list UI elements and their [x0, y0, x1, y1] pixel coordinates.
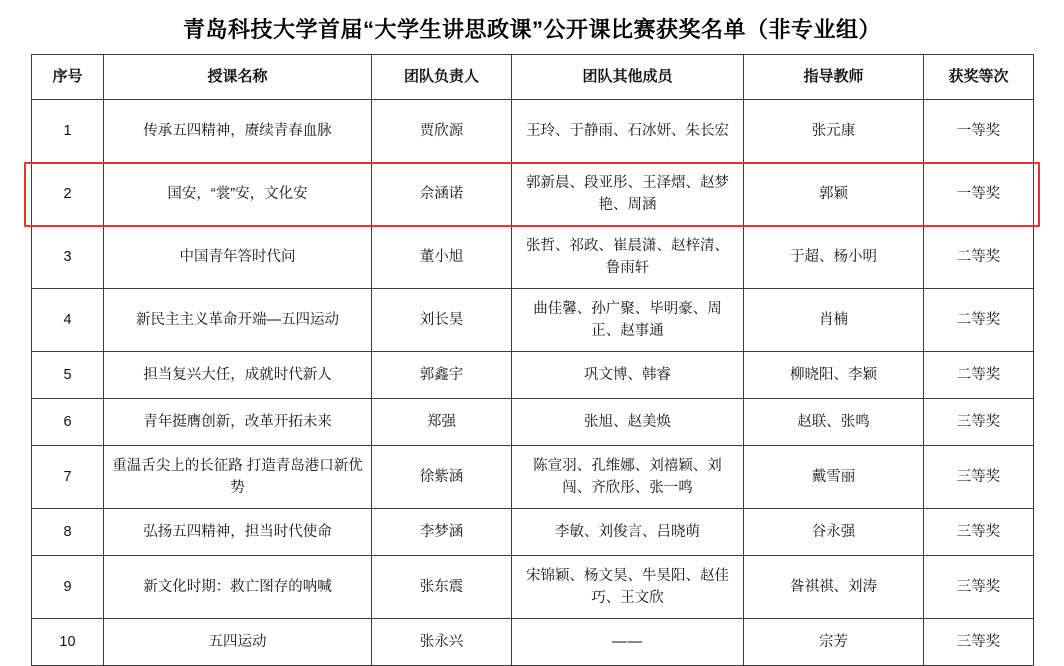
cell-members: 郭新晨、段亚彤、王泽熠、赵梦艳、周涵 [512, 163, 744, 226]
column-header-index: 序号 [32, 55, 104, 100]
cell-award: 二等奖 [924, 289, 1034, 352]
table-body [32, 100, 1034, 666]
table-header-row [32, 55, 1034, 100]
cell-index: 9 [32, 556, 104, 619]
column-header-teacher: 指导教师 [744, 55, 924, 100]
cell-index: 1 [32, 100, 104, 163]
cell-members: 李敏、刘俊言、吕晓萌 [512, 509, 744, 556]
cell-leader: 张东震 [372, 556, 512, 619]
cell-teacher: 赵联、张鸣 [744, 399, 924, 446]
table-row [32, 226, 1034, 289]
table-row [32, 289, 1034, 352]
cell-course: 传承五四精神，赓续青春血脉 [104, 100, 372, 163]
cell-leader: 贾欣源 [372, 100, 512, 163]
cell-teacher: 郭颖 [744, 163, 924, 226]
table-row [32, 446, 1034, 509]
cell-members: 陈宣羽、孔维娜、刘禧颖、刘闯、齐欣彤、张一鸣 [512, 446, 744, 509]
cell-index: 5 [32, 352, 104, 399]
cell-leader: 李梦涵 [372, 509, 512, 556]
cell-index: 7 [32, 446, 104, 509]
cell-index: 8 [32, 509, 104, 556]
table-row [32, 163, 1034, 226]
cell-members: 巩文博、韩睿 [512, 352, 744, 399]
cell-award: 一等奖 [924, 100, 1034, 163]
cell-members: 王玲、于静雨、石冰妍、朱长宏 [512, 100, 744, 163]
cell-award: 一等奖 [924, 163, 1034, 226]
table-row [32, 352, 1034, 399]
cell-teacher: 于超、杨小明 [744, 226, 924, 289]
cell-leader: 郑强 [372, 399, 512, 446]
table-row [32, 556, 1034, 619]
cell-members: 曲佳馨、孙广聚、毕明豪、周正、赵事通 [512, 289, 744, 352]
cell-course: 中国青年答时代问 [104, 226, 372, 289]
cell-leader: 佘涵诺 [372, 163, 512, 226]
cell-award: 三等奖 [924, 619, 1034, 666]
cell-course: 弘扬五四精神，担当时代使命 [104, 509, 372, 556]
award-table [31, 54, 1034, 666]
cell-course: 担当复兴大任，成就时代新人 [104, 352, 372, 399]
cell-index: 2 [32, 163, 104, 226]
cell-index: 4 [32, 289, 104, 352]
award-table-container [31, 54, 1033, 666]
cell-index: 6 [32, 399, 104, 446]
cell-leader: 郭鑫宇 [372, 352, 512, 399]
table-row [32, 509, 1034, 556]
cell-award: 二等奖 [924, 352, 1034, 399]
cell-award: 三等奖 [924, 509, 1034, 556]
cell-teacher: 戴雪丽 [744, 446, 924, 509]
cell-leader: 徐紫涵 [372, 446, 512, 509]
cell-teacher: 宗芳 [744, 619, 924, 666]
cell-members: —— [512, 619, 744, 666]
cell-teacher: 昝祺祺、刘涛 [744, 556, 924, 619]
cell-teacher: 谷永强 [744, 509, 924, 556]
column-header-members: 团队其他成员 [512, 55, 744, 100]
cell-index: 3 [32, 226, 104, 289]
cell-award: 三等奖 [924, 446, 1034, 509]
cell-award: 二等奖 [924, 226, 1034, 289]
cell-course: 新民主主义革命开端—五四运动 [104, 289, 372, 352]
cell-teacher: 肖楠 [744, 289, 924, 352]
cell-course: 新文化时期：救亡图存的呐喊 [104, 556, 372, 619]
cell-leader: 张永兴 [372, 619, 512, 666]
cell-award: 三等奖 [924, 556, 1034, 619]
table-row [32, 619, 1034, 666]
cell-members: 宋锦颖、杨文昊、牛昊阳、赵佳巧、王文欣 [512, 556, 744, 619]
column-header-course: 授课名称 [104, 55, 372, 100]
table-header [32, 55, 1034, 100]
cell-index: 10 [32, 619, 104, 666]
column-header-award: 获奖等次 [924, 55, 1034, 100]
cell-course: 国安，“裳”安，文化安 [104, 163, 372, 226]
column-header-leader: 团队负责人 [372, 55, 512, 100]
cell-members: 张哲、祁政、崔晨潇、赵梓清、鲁雨轩 [512, 226, 744, 289]
cell-course: 五四运动 [104, 619, 372, 666]
cell-award: 三等奖 [924, 399, 1034, 446]
cell-leader: 刘长昊 [372, 289, 512, 352]
table-row [32, 100, 1034, 163]
cell-course: 重温舌尖上的长征路 打造青岛港口新优势 [104, 446, 372, 509]
cell-leader: 董小旭 [372, 226, 512, 289]
page-title: 青岛科技大学首届“大学生讲思政课”公开课比赛获奖名单（非专业组） [182, 17, 881, 42]
table-row [32, 399, 1034, 446]
cell-members: 张旭、赵美焕 [512, 399, 744, 446]
cell-course: 青年挺膺创新，改革开拓未来 [104, 399, 372, 446]
cell-teacher: 张元康 [744, 100, 924, 163]
cell-teacher: 柳晓阳、李颖 [744, 352, 924, 399]
